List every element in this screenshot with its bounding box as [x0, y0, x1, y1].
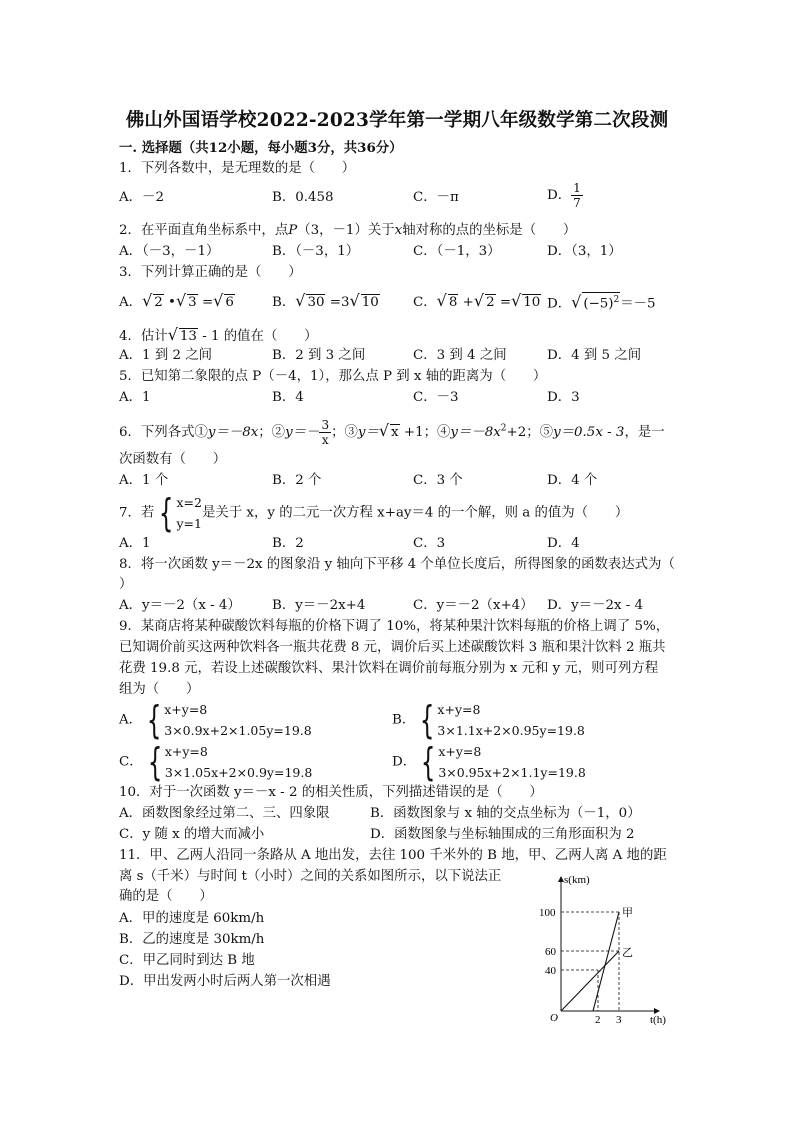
q8-option-c: C．y＝－2（x+4）	[413, 598, 534, 613]
q11-stem-line1: 11．甲、乙两人沿同一条路从 A 地出发，去往 100 千米外的 B 地，甲、乙两人离 A 地的距	[119, 848, 667, 863]
q8-option-a: A．y＝－2（x - 4）	[119, 598, 241, 613]
equation-system: { x=2 y=1	[159, 491, 202, 535]
fraction: $\frac{1}{7}$	[573, 181, 581, 210]
q7-option-d: D．4	[547, 536, 580, 551]
q4-option-b: B．2 到 3 之间	[272, 348, 366, 363]
q6-stem-cont: 次函数有（ ）	[119, 452, 227, 467]
q9-option-b: B． { x+y=8 3×1.1x+2×0.95y=19.8	[392, 698, 585, 742]
q3-option-d: D．√ $(-5)^2=-5$	[547, 292, 656, 312]
q8-stem-cont: ）	[119, 577, 133, 592]
q7-option-c: C．3	[413, 536, 446, 551]
y-axis-label: s(km)	[564, 874, 590, 886]
tick-3: 3	[616, 1014, 622, 1025]
q4-option-a: A．1 到 2 之间	[119, 348, 213, 363]
q10-option-b: B．函数图象与 x 轴的交点坐标为（－1，0）	[370, 806, 641, 821]
q3-option-b: B．√ 30 =3√ 10	[272, 291, 379, 310]
q4-option-d: D．4 到 5 之间	[547, 348, 642, 363]
fraction: $\frac{3}{x}$	[321, 418, 330, 447]
q6-option-d: D．4 个	[547, 473, 598, 488]
q10-option-a: A．函数图象经过第二、三、四象限	[119, 806, 330, 821]
q4-option-c: C．3 到 4 之间	[413, 348, 507, 363]
q10-stem: 10．对于一次函数 y＝－x - 2 的相关性质，下列描述错误的是（ ）	[119, 785, 543, 800]
q5-stem: 5．已知第二象限的点 P（－4，1），那么点 P 到 x 轴的距离为（ ）	[119, 369, 547, 384]
q9-option-d: D． { x+y=8 3×0.95x+2×1.1y=19.8	[392, 740, 586, 784]
q2-option-c: C．（－1，3）	[413, 244, 501, 259]
q6-option-a: A．1 个	[119, 473, 169, 488]
line-yi	[561, 951, 619, 1011]
q11-option-a: A．甲的速度是 60km/h	[119, 911, 265, 926]
q9-stem-line4: 组为（ ）	[119, 682, 200, 697]
q2-option-a: A．（－3，－1）	[119, 244, 220, 259]
distance-time-graph	[536, 870, 676, 1025]
line-jia	[593, 912, 619, 1011]
origin-label: O	[550, 1012, 558, 1024]
q11-stem-line2: 离 s（千米）与时间 t（小时）之间的关系如图所示，以下说法正	[119, 869, 502, 884]
q5-option-b: B．4	[272, 390, 304, 405]
q7-option-a: A．1	[119, 536, 151, 551]
q11-option-b: B．乙的速度是 30km/h	[119, 932, 265, 947]
q1-option-d: D． $\frac{1}{7}$	[547, 181, 581, 210]
q5-option-d: D．3	[547, 390, 580, 405]
q9-stem-line3: 花费 19.8 元，若设上述碳酸饮料、果汁饮料在调价前每瓶分别为 x 元和 y 元，则可列方程	[119, 661, 659, 676]
q8-option-d: D．y＝－2x - 4	[547, 598, 644, 613]
q2-stem: 2．在平面直角坐标系中，点P（3，－1）关于x轴对称的点的坐标是（ ）	[119, 223, 577, 238]
section-heading: 一. 选择题（共12小题，每小题3分，共36分）	[119, 140, 403, 156]
q11-stem-line3: 确的是（ ）	[119, 889, 213, 904]
q1-option-b: B．0.458	[272, 190, 334, 205]
label-yi: 乙	[622, 947, 633, 959]
q6-stem: 6．下列各式①y＝－8x；②y＝－ $\frac{3}{x}$ ；③y＝√ x +1；$④y=-8x^2+2$；⑤y＝0.5x - 3，是一	[119, 418, 665, 447]
q9-stem-line1: 9．某商店将某种碳酸饮料每瓶的价格下调了 10%，将某种果汁饮料每瓶的价格上调了 5%，	[119, 619, 670, 634]
q2-option-b: B．（－3，1）	[272, 244, 360, 259]
q8-stem: 8．将一次函数 y＝－2x 的图象沿 y 轴向下平移 4 个单位长度后，所得图象的函数表达式为（	[119, 557, 675, 572]
q9-stem-line2: 已知调价前买这两种饮料各一瓶共花费 8 元，调价后买上述碳酸饮料 3 瓶和果汁饮料 2 瓶共	[119, 640, 666, 655]
q5-option-c: C．－3	[413, 390, 459, 405]
page-title: 佛山外国语学校2022-2023学年第一学期八年级数学第二次段测	[125, 110, 669, 131]
q6-option-c: C．3 个	[413, 473, 463, 488]
q9-option-a: A． { x+y=8 3×0.9x+2×1.05y=19.8	[119, 698, 312, 742]
q1-option-c: C．－π	[413, 190, 459, 205]
tick-40: 40	[545, 965, 556, 977]
q3-option-c: C．√ 8 +√ 2 =√ 10	[413, 291, 541, 310]
q10-option-c: C．y 随 x 的增大而减小	[119, 827, 265, 842]
q3-stem: 3．下列计算正确的是（ ）	[119, 265, 302, 280]
q1-stem: 1．下列各数中，是无理数的是（ ）	[119, 161, 356, 176]
q7-stem: 7．若 { x=2 y=1 是关于 x，y 的二元一次方程 x+ay＝4 的一个解，则 a 的值为（ ）	[119, 491, 629, 535]
x-axis-label: t(h)	[650, 1014, 666, 1025]
q3-option-a: A．√ 2 •√ 3 =√ 6	[119, 291, 234, 310]
label-jia: 甲	[622, 907, 633, 919]
q11-option-c: C．甲乙同时到达 B 地	[119, 953, 255, 968]
q5-option-a: A．1	[119, 390, 151, 405]
q10-option-d: D．函数图象与坐标轴围成的三角形面积为 2	[370, 827, 635, 842]
q7-option-b: B．2	[272, 536, 304, 551]
q6-option-b: B．2 个	[272, 473, 322, 488]
q4-stem: 4．估计√ 13 - 1 的值在（ ）	[119, 325, 318, 344]
q2-option-d: D．（3，1）	[547, 244, 622, 259]
q9-option-c: C． { x+y=8 3×1.05x+2×0.9y=19.8	[119, 740, 313, 784]
q8-option-b: B．y＝－2x+4	[272, 598, 366, 613]
tick-2: 2	[595, 1014, 601, 1025]
tick-60: 60	[545, 946, 556, 958]
q1-option-a: A．－2	[119, 190, 164, 205]
tick-100: 100	[539, 907, 556, 919]
q11-option-d: D．甲出发两小时后两人第一次相遇	[119, 974, 331, 989]
